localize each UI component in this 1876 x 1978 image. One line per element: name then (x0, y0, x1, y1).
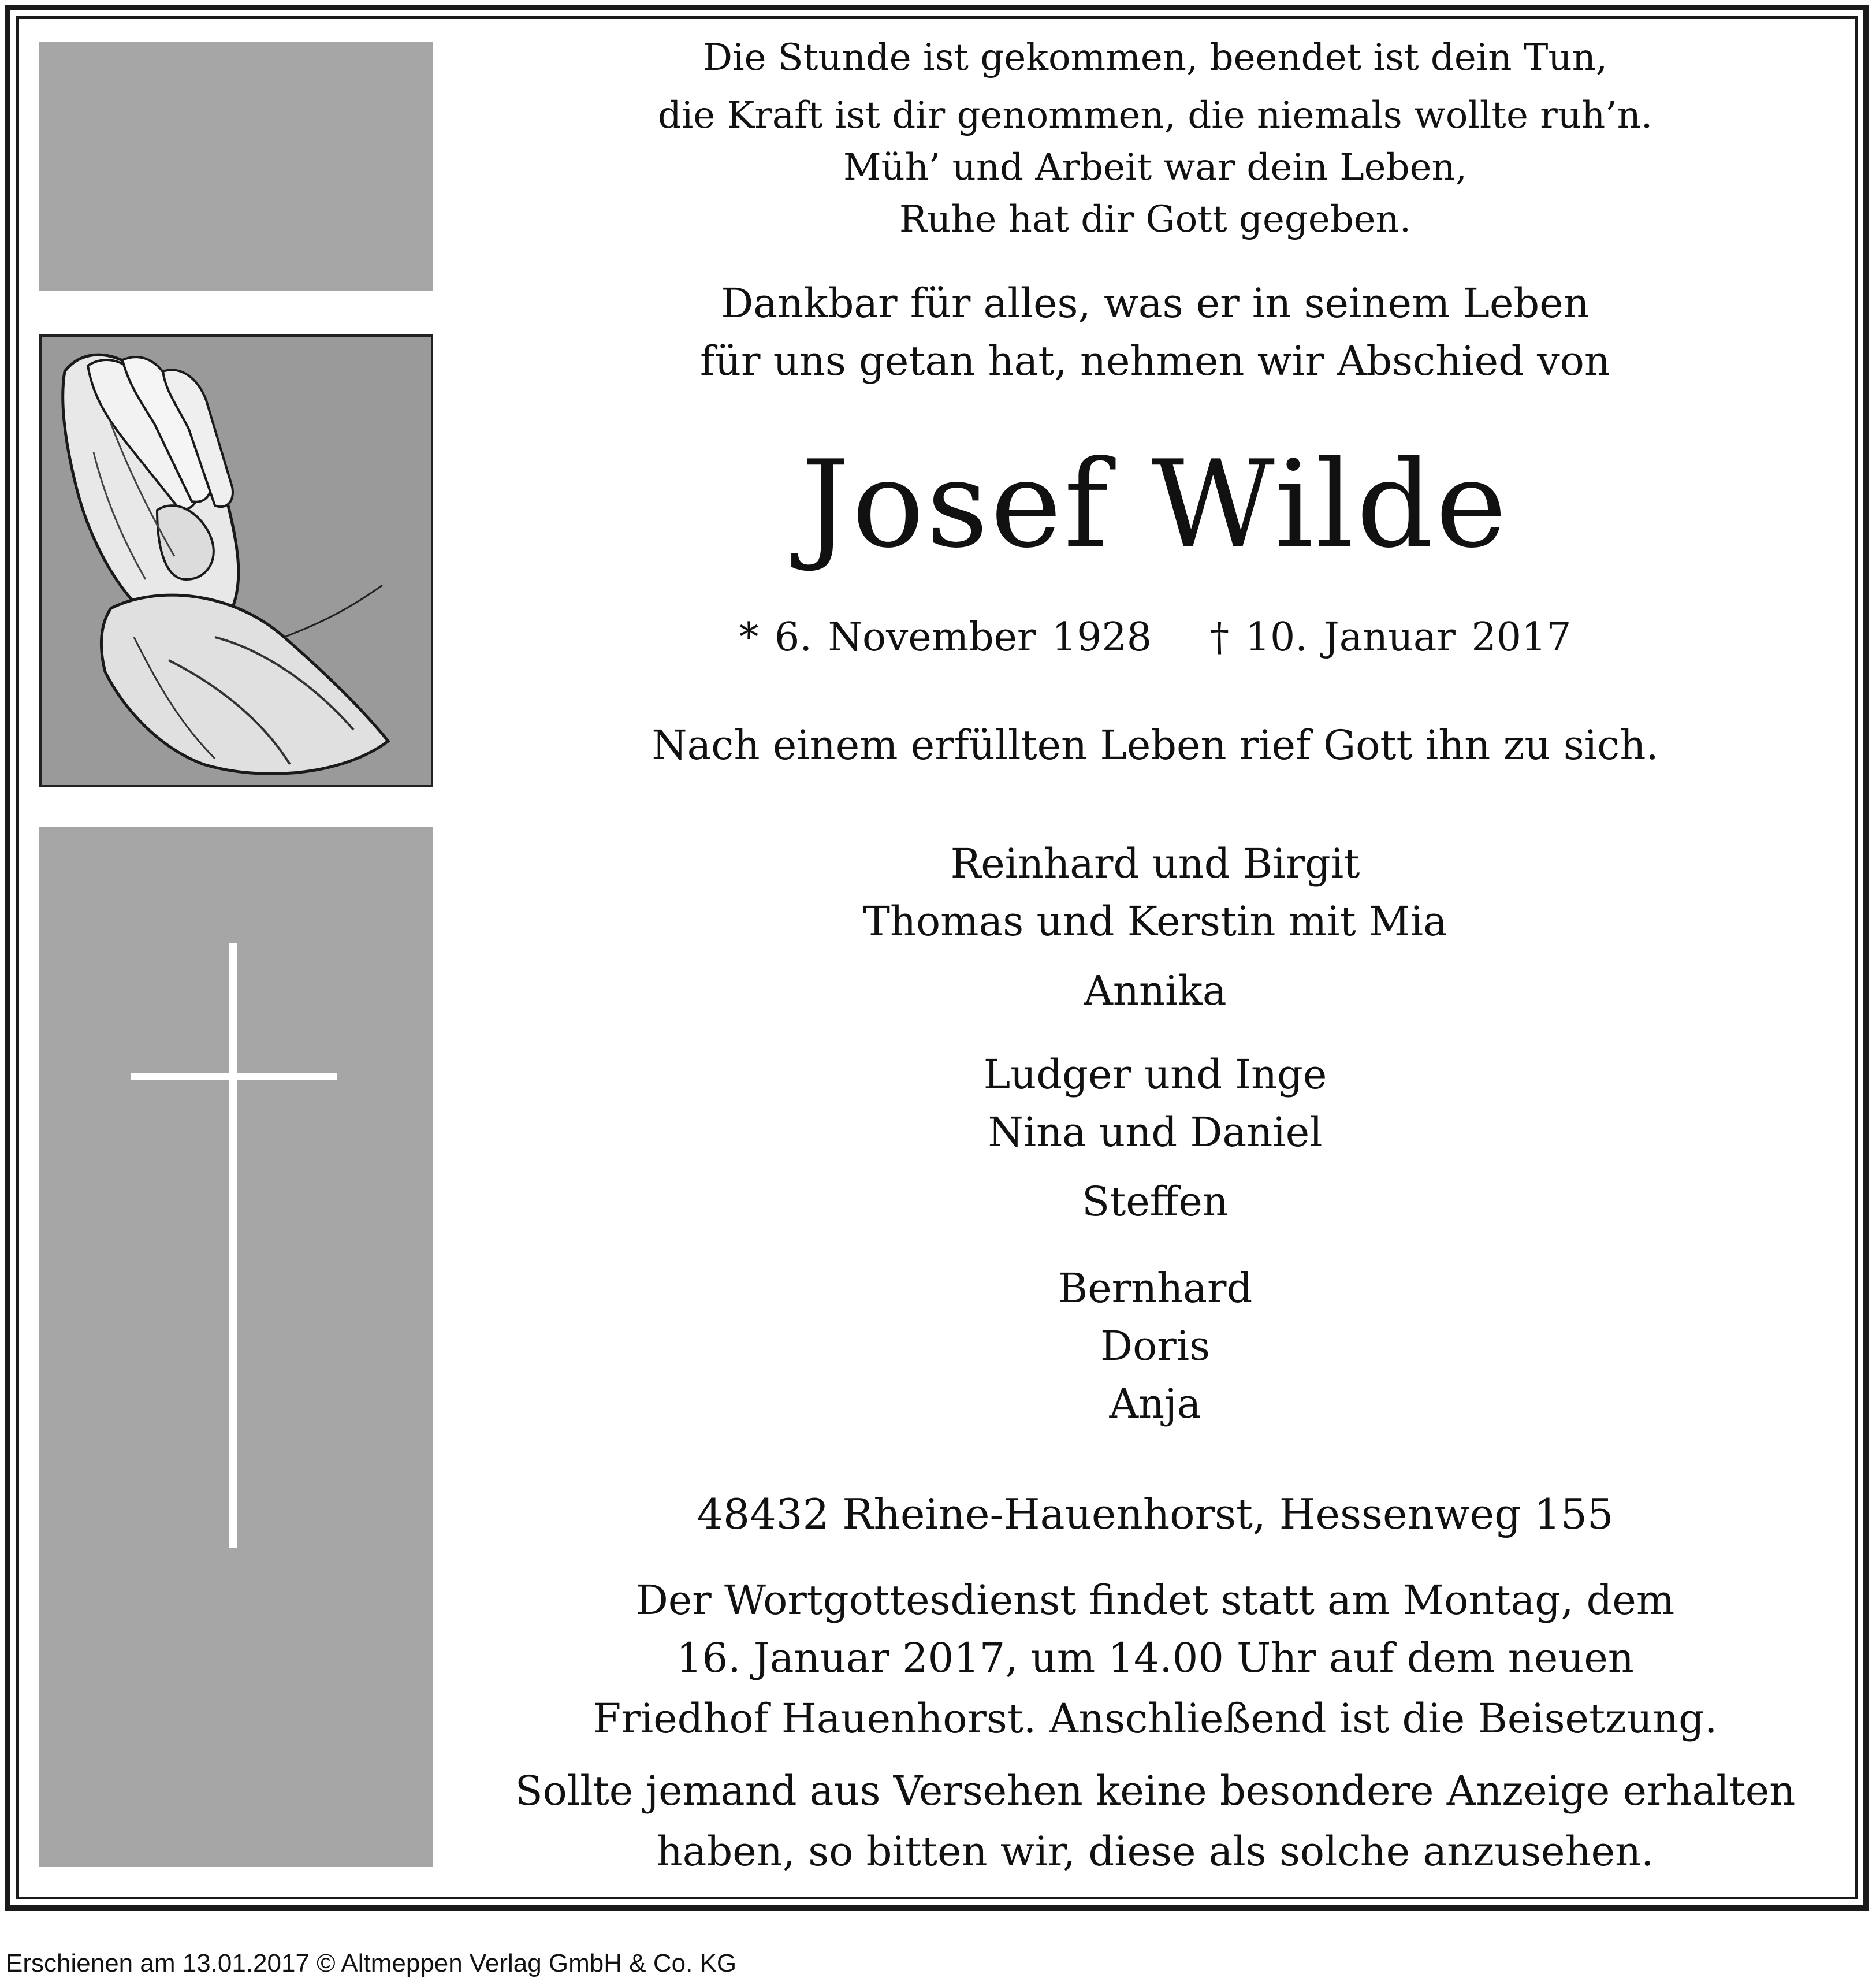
family-member: Reinhard und Birgit (950, 840, 1360, 887)
service-line-1: Der Wortgottesdienst findet statt am Montag, dem (635, 1577, 1675, 1624)
family-member: Ludger und Inge (983, 1051, 1327, 1098)
family-member: Doris (1100, 1322, 1211, 1370)
praying-hands-icon (39, 334, 433, 787)
poem-line-4: Ruhe hat dir Gott gegeben. (899, 198, 1412, 241)
cross-icon (229, 943, 237, 1548)
publication-footer: Erschienen am 13.01.2017 © Altmeppen Verlag GmbH & Co. KG (6, 1949, 737, 1977)
service-line-3: Friedhof Hauenhorst. Anschließend ist die Beisetzung. (593, 1695, 1718, 1742)
cross-icon-bar (131, 1073, 337, 1080)
service-line-2: 16. Januar 2017, um 14.00 Uhr auf dem neuen (676, 1634, 1634, 1682)
deceased-name: Josef Wilde (801, 435, 1509, 575)
family-member: Anja (1109, 1380, 1201, 1427)
notice-line-1: Sollte jemand aus Versehen keine besondere Anzeige erhalten (515, 1767, 1796, 1815)
family-member: Annika (1084, 967, 1227, 1014)
family-member: Steffen (1082, 1178, 1229, 1225)
poem-line-1: Die Stunde ist gekommen, beendet ist dein Tun, (702, 36, 1608, 79)
family-member: Nina und Daniel (988, 1109, 1323, 1156)
closing-line: Nach einem erfüllten Leben rief Gott ihn zu sich. (652, 722, 1659, 769)
address: 48432 Rheine-Hauenhorst, Hessenweg 155 (697, 1490, 1614, 1538)
notice-line-2: haben, so bitten wir, diese als solche anzusehen. (656, 1828, 1654, 1875)
gray-panel-top (39, 42, 433, 291)
poem-line-3: Müh’ und Arbeit war dein Leben, (843, 146, 1468, 189)
family-member: Thomas und Kerstin mit Mia (863, 898, 1447, 945)
intro-line-1: Dankbar für alles, was er in seinem Leben (721, 280, 1590, 327)
poem-line-2: die Kraft ist dir genommen, die niemals wollte ruh’n. (657, 94, 1653, 137)
birth-date: * 6. November 1928 (739, 615, 1152, 660)
family-member: Bernhard (1058, 1265, 1253, 1312)
intro-line-2: für uns getan hat, nehmen wir Abschied von (700, 337, 1610, 385)
death-date: † 10. Januar 2017 (1209, 615, 1572, 660)
life-dates (474, 615, 1837, 660)
